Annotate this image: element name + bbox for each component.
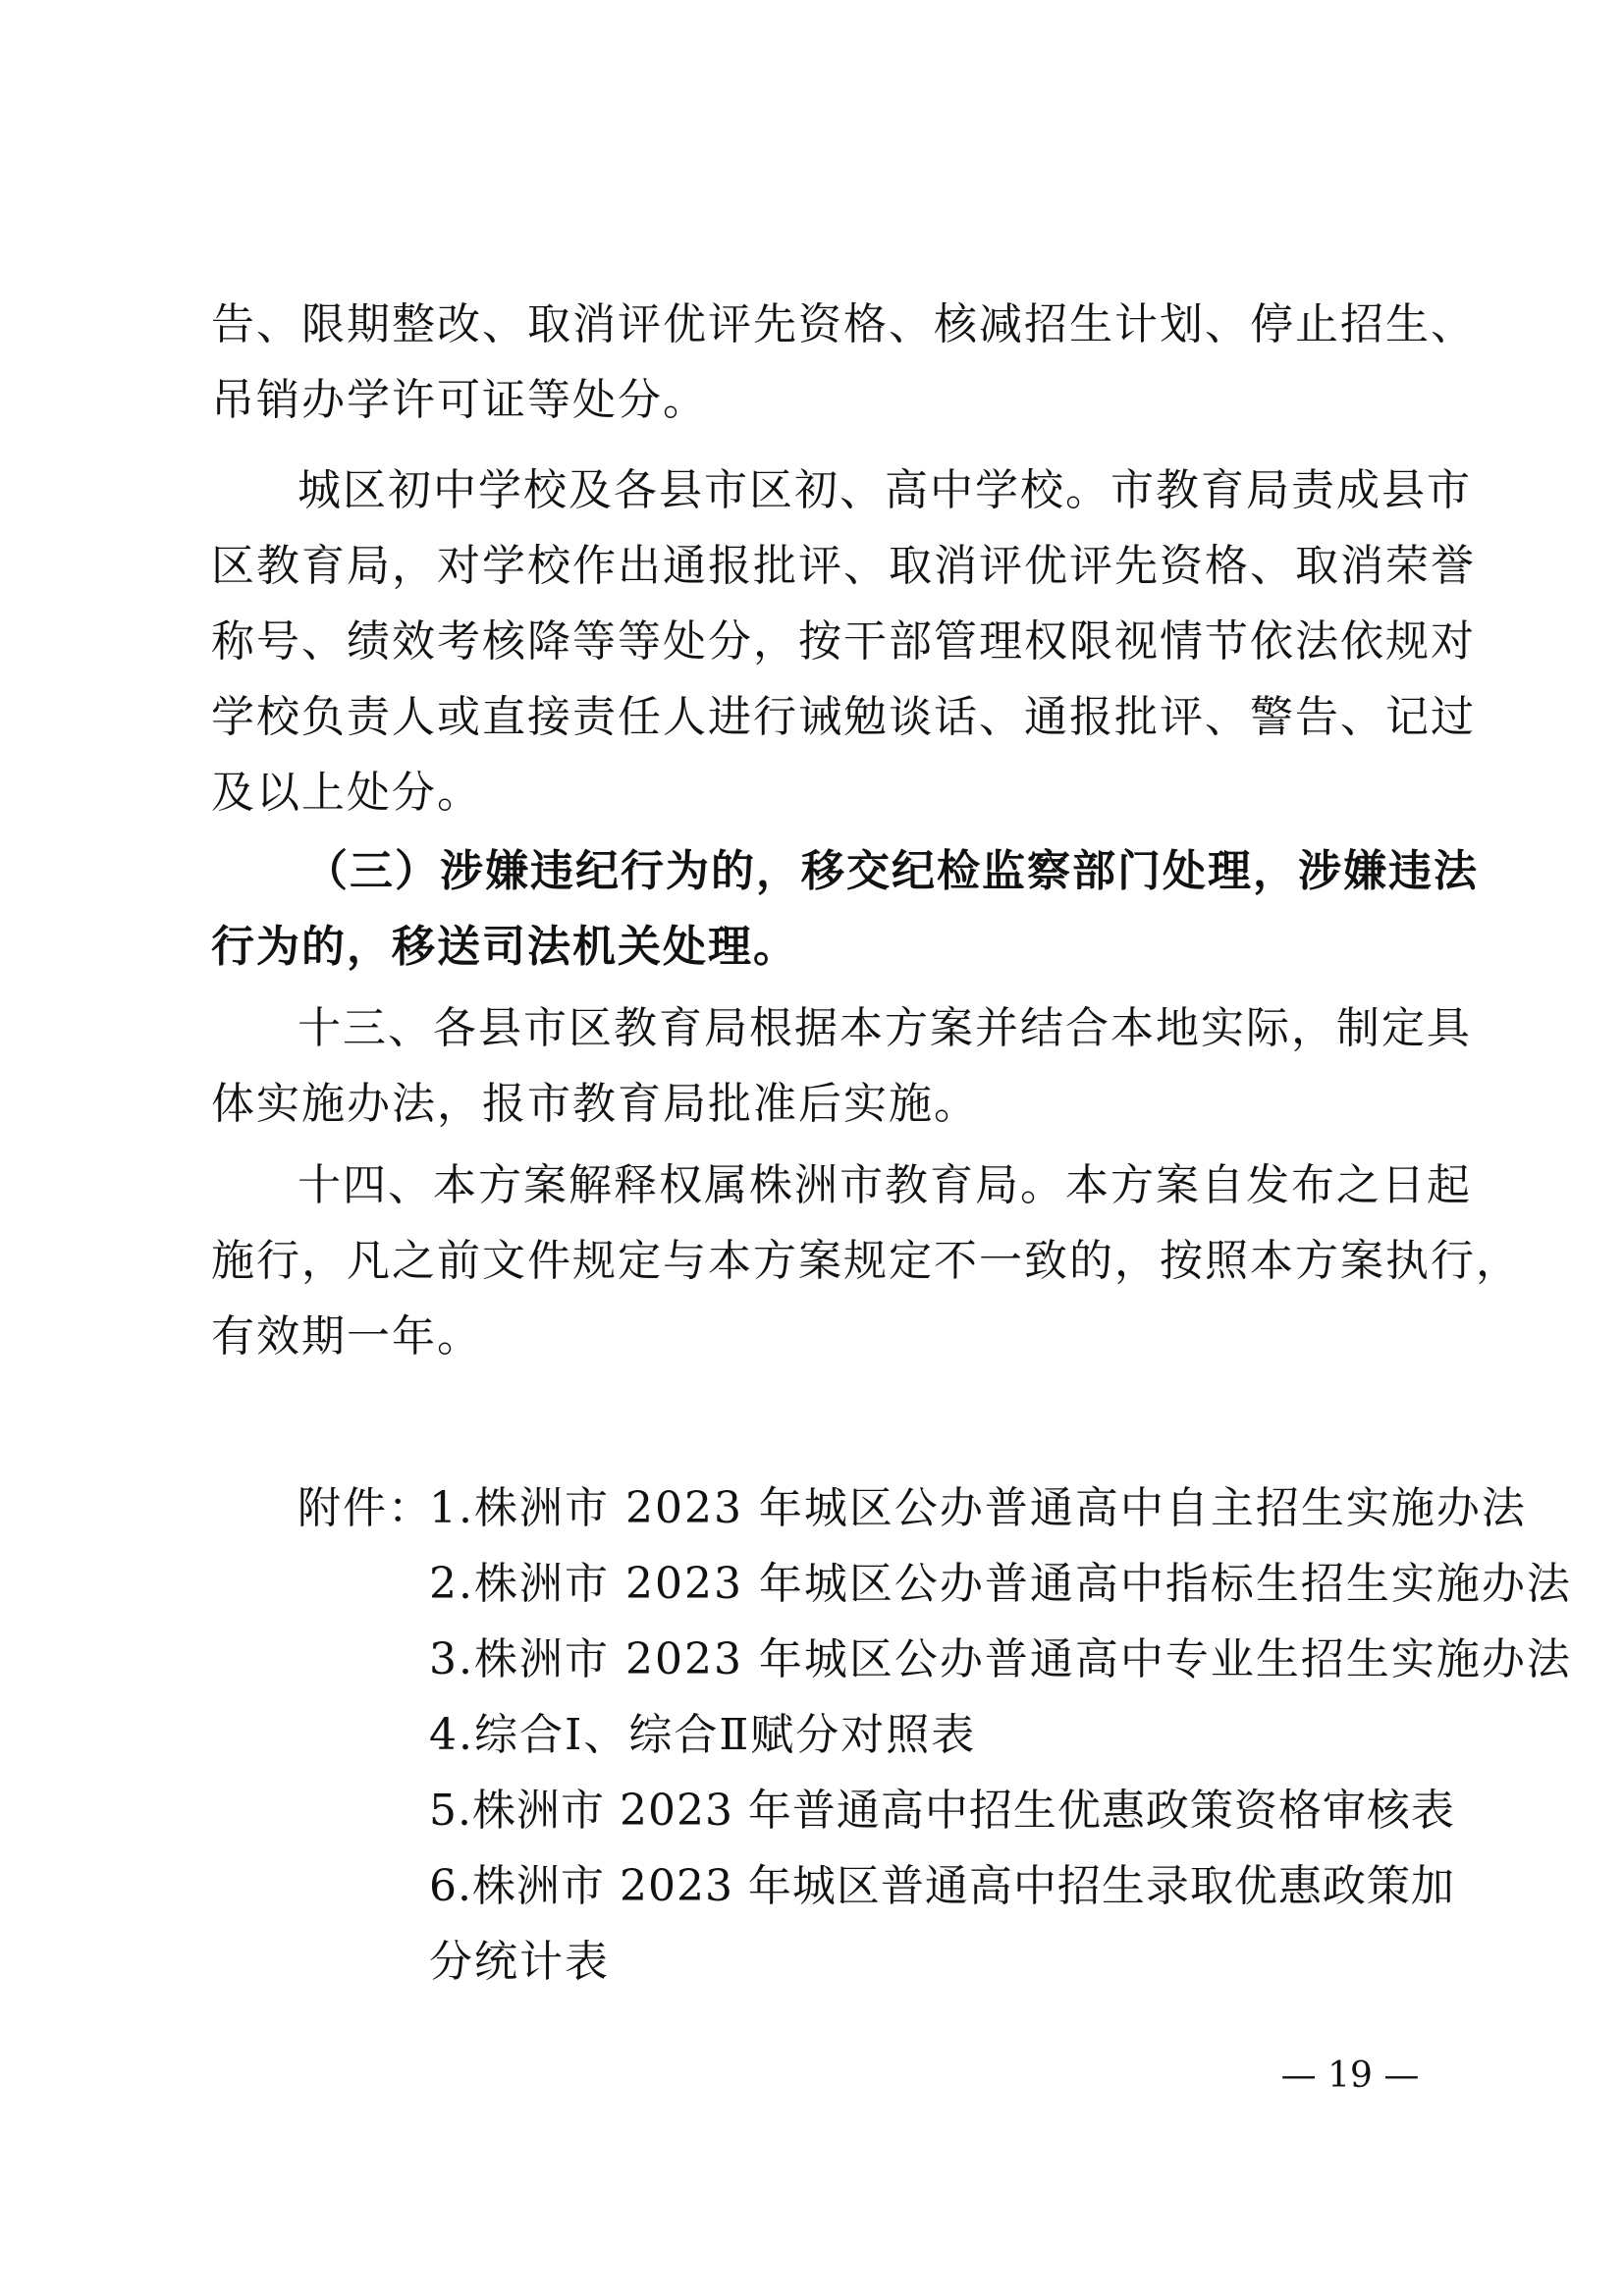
paragraph-line-bold: 行为的，移送司法机关处理。 [211, 922, 798, 972]
paragraph-line: 城区初中学校及各县市区初、高中学校。市教育局责成县市 [298, 465, 1472, 515]
attachment-item: 分统计表 [429, 1937, 610, 1987]
page-number: — 19 — [1280, 2056, 1420, 2096]
attachment-item: 1.株洲市 2023 年城区公办普通高中自主招生实施办法 [429, 1483, 1527, 1533]
paragraph-line: 称号、绩效考核降等等处分，按干部管理权限视情节依法依规对 [211, 616, 1476, 667]
paragraph-line: 学校负责人或直接责任人进行诫勉谈话、通报批评、警告、记过 [211, 692, 1476, 742]
paragraph-line: 区教育局，对学校作出通报批评、取消评优评先资格、取消荣誉 [211, 541, 1476, 591]
attachment-label: 附件： [298, 1483, 433, 1533]
attachment-item: 4.综合Ⅰ、综合Ⅱ赋分对照表 [429, 1710, 977, 1760]
attachment-item: 5.株洲市 2023 年普通高中招生优惠政策资格审核表 [429, 1786, 1455, 1836]
paragraph-line: 十四、本方案解释权属株洲市教育局。本方案自发布之日起 [298, 1160, 1472, 1210]
paragraph-line: 告、限期整改、取消评优评先资格、核减招生计划、停止招生、 [211, 299, 1476, 349]
paragraph-line: 及以上处分。 [211, 768, 482, 818]
paragraph-line: 体实施办法，报市教育局批准后实施。 [211, 1079, 979, 1129]
paragraph-line: 施行，凡之前文件规定与本方案规定不一致的，按照本方案执行， [211, 1236, 1521, 1286]
attachment-item: 3.株洲市 2023 年城区公办普通高中专业生招生实施办法 [429, 1634, 1572, 1684]
paragraph-line: 十三、各县市区教育局根据本方案并结合本地实际，制定具 [298, 1003, 1472, 1053]
paragraph-line-bold: （三）涉嫌违纪行为的，移交纪检监察部门处理，涉嫌违法 [304, 846, 1479, 896]
attachment-item: 2.株洲市 2023 年城区公办普通高中指标生招生实施办法 [429, 1559, 1572, 1609]
paragraph-line: 吊销办学许可证等处分。 [211, 375, 708, 425]
paragraph-line: 有效期一年。 [211, 1311, 482, 1362]
attachment-item: 6.株洲市 2023 年城区普通高中招生录取优惠政策加 [429, 1861, 1455, 1911]
